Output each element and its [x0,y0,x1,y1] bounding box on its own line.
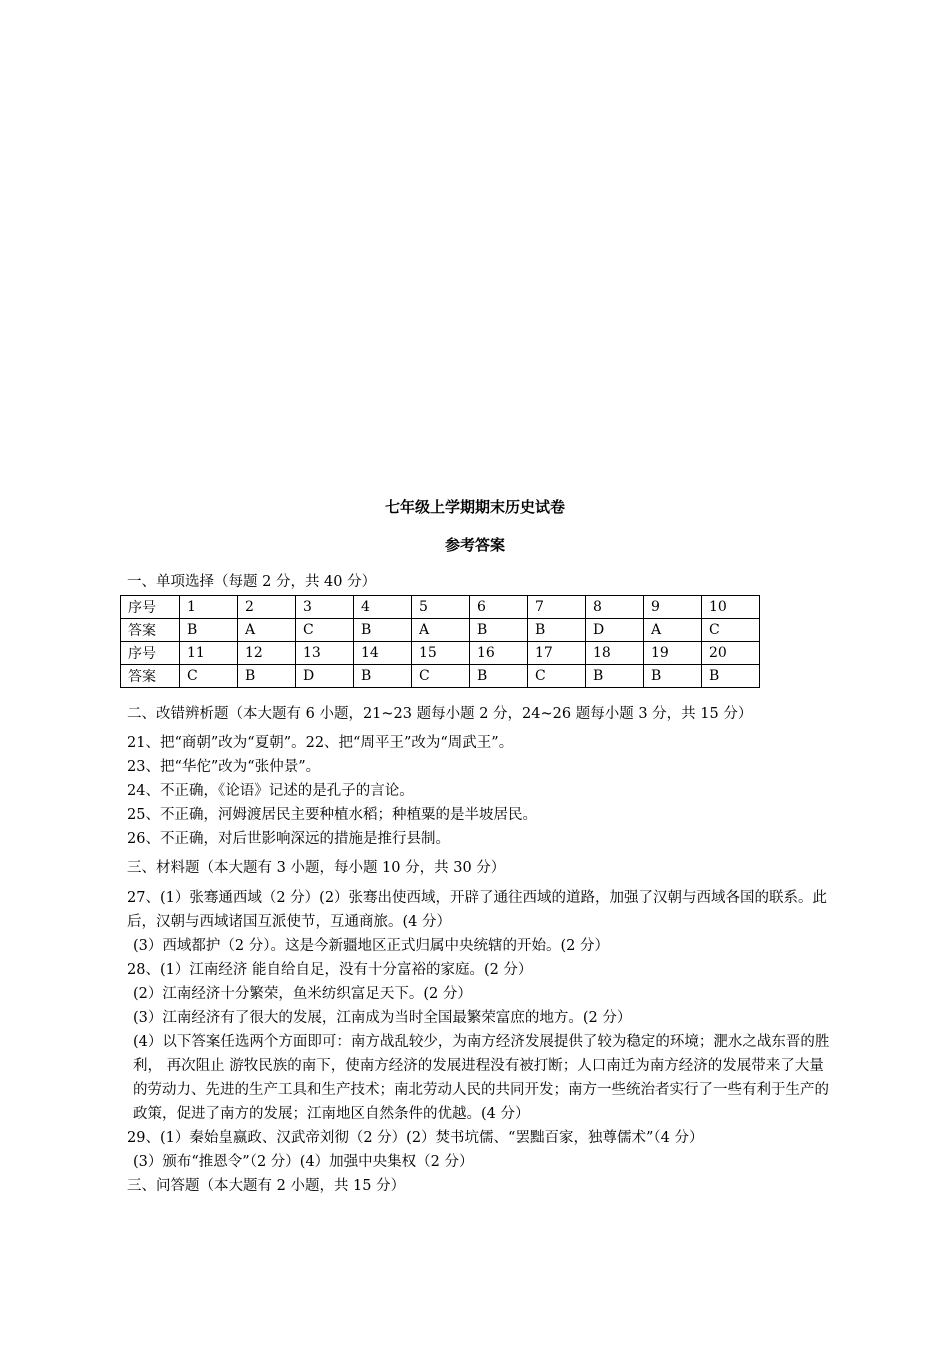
table-cell: B [180,619,238,642]
answer-28-part4: (4）以下答案任选两个方面即可：南方战乱较少，为南方经济发展提供了较为稳定的环境；淝水之战东晋的胜利， 再次阻止 游牧民族的南下，使南方经济的发展进程没有被打断；人口南迁为南方经济的发展带来了大量的劳动力、先进的生产工具和生产技术；南北劳动人民的共同开发；南方一些统治者实行了一些有利于生产的政策，促进了南方的发展；江南地区自然条件的优越。(4 分） [133,1034,830,1122]
table-cell: C [528,665,586,688]
table-cell: 8 [586,596,644,619]
table-cell: D [586,619,644,642]
table-cell: B [586,665,644,688]
table-cell: 19 [644,642,702,665]
table-cell: C [412,665,470,688]
table-cell: 13 [296,642,354,665]
table-row-label: 序号 [121,596,180,619]
table-cell: 3 [296,596,354,619]
answer-line-26: 26、不正确，对后世影响深远的措施是推行县制。 [127,831,450,847]
table-cell: B [238,665,296,688]
table-cell: 6 [470,596,528,619]
answer-28-part3: (3）江南经济有了很大的发展，江南成为当时全国最繁荣富庶的地方。(2 分） [133,1010,632,1026]
answer-line-24: 24、不正确，《论语》记述的是孔子的言论。 [127,783,414,799]
table-row [121,642,760,665]
table-row [121,596,760,619]
table-cell: B [702,665,760,688]
table-cell: 5 [412,596,470,619]
table-cell: 1 [180,596,238,619]
table-cell: A [412,619,470,642]
table-cell: B [528,619,586,642]
table-cell: 17 [528,642,586,665]
table-cell: B [354,665,412,688]
table-cell: 9 [644,596,702,619]
table-cell: C [180,665,238,688]
table-cell: C [702,619,760,642]
section4-heading: 三、问答题（本大题有 2 小题，共 15 分） [127,1178,406,1194]
answer-28-part1: 28、(1）江南经济 能自给自足，没有十分富裕的家庭。(2 分） [127,962,533,978]
table-cell: 7 [528,596,586,619]
table-row [121,665,760,688]
table-cell: B [644,665,702,688]
answer-27-part3: (3）西域都护（2 分）。这是今新疆地区正式归属中央统辖的开始。(2 分） [133,938,609,954]
answer-table [120,595,760,688]
table-cell: 20 [702,642,760,665]
answer-line-23: 23、把“华佗”改为“张仲景”。 [127,759,321,775]
table-cell: 12 [238,642,296,665]
table-row [121,619,760,642]
section1-heading: 一、单项选择（每题 2 分，共 40 分） [127,574,377,590]
page-title: 七年级上学期期末历史试卷 [384,498,565,516]
table-cell: 18 [586,642,644,665]
answer-28-part2: (2）江南经济十分繁荣，鱼米纺织富足天下。(2 分） [133,986,472,1002]
table-cell: 16 [470,642,528,665]
answer-line-25: 25、不正确，河姆渡居民主要种植水稻；种植粟的是半坡居民。 [127,807,537,823]
page-subtitle: 参考答案 [444,536,505,554]
table-cell: 15 [412,642,470,665]
table-row-label: 答案 [121,665,180,688]
table-row-label: 序号 [121,642,180,665]
table-cell: D [296,665,354,688]
table-cell: B [354,619,412,642]
table-cell: 14 [354,642,412,665]
table-cell: 2 [238,596,296,619]
answer-27-part1-2: 27、(1）张骞通西域（2 分）(2）张骞出使西域，开辟了通往西域的道路，加强了汉朝与西域各国的联系。此后，汉朝与西域诸国互派使节，互通商旅。(4 分） [127,890,828,930]
answer-29-part3-4: (3）颁布“推恩令”（2 分）(4）加强中央集权（2 分） [133,1154,474,1170]
table-cell: A [644,619,702,642]
section3-heading: 三、材料题（本大题有 3 小题，每小题 10 分，共 30 分） [127,860,506,876]
section2-heading: 二、改错辨析题（本大题有 6 小题，21~23 题每小题 2 分，24~26 题每小题 3 分，共 15 分） [127,706,753,722]
table-row-label: 答案 [121,619,180,642]
answer-29-part1-2: 29、(1）秦始皇嬴政、汉武帝刘彻（2 分）(2）焚书坑儒、“罢黜百家，独尊儒术”（4 分） [127,1130,704,1146]
table-cell: B [470,619,528,642]
answer-line-21-22: 21、把“商朝”改为“夏朝”。22、把“周平王”改为“周武王”。 [127,735,514,751]
table-cell: C [296,619,354,642]
table-cell: A [238,619,296,642]
table-cell: 4 [354,596,412,619]
table-cell: 10 [702,596,760,619]
table-cell: B [470,665,528,688]
table-cell: 11 [180,642,238,665]
